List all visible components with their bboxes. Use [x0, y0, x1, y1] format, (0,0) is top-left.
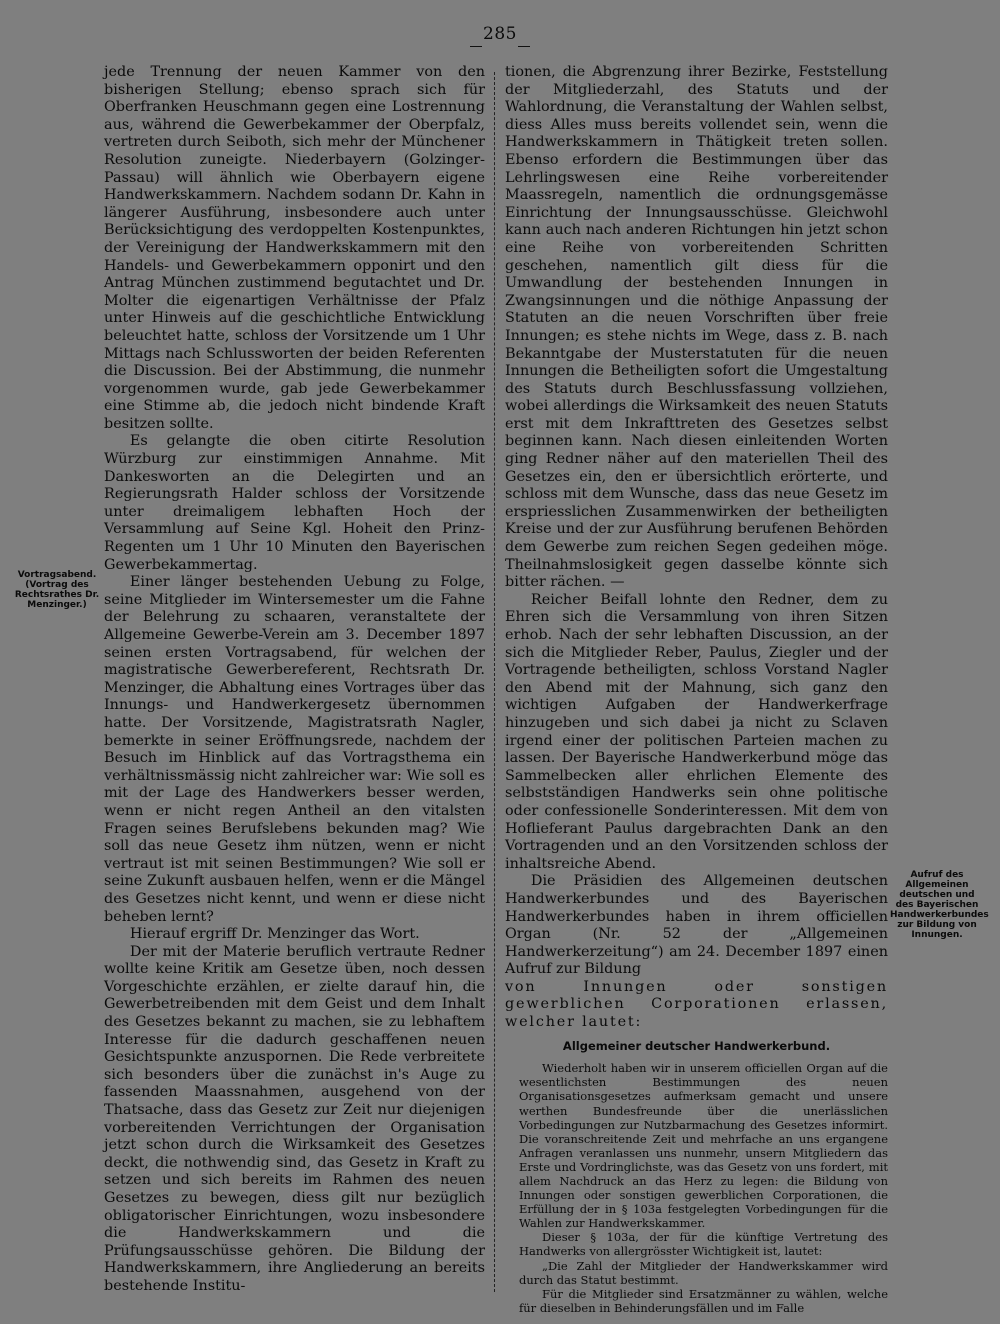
paragraph: Der mit der Materie beruflich vertraute Redner wollte keine Kritik am Gesetze üben, noch dessen Vorgeschichte erzählen, er zielte darauf hin, die Gewerbetreibenden mit dem Geist und dem Inhalt des Gesetzes bekannt zu machen, sie zu lebhaftem Interesse für die dadurch geschaffenen neuen Gesichtspunkte anzuspornen. Die Rede verbreitete sich besonders über die zunächst in's Auge zu fassenden Maassnahmen, ausgehend von der Thatsache, dass das Gesetz zur Zeit nur diejenigen vorbereitenden Verrichtungen der Organisation jetzt schon durch die Wirksamkeit des Gesetzes deckt, die nothwendig sind, das Gesetz in Kraft zu setzen und sich bereits im Rahmen des neuen Gesetzes zu bewegen, diess gilt nur bezüglich obligatorischer Einrichtungen, wozu insbesondere die Handwerkskammern und die Prüfungsausschüsse gehören. Die Bildung der Handwerkskammern, ihre Angliederung an bereits bestehende Institu- [104, 943, 485, 1294]
appeal-paragraph: Für die Mitglieder sind Ersatzmänner zu wählen, welche für dieselben in Behinderungsfällen und im Falle [519, 1286, 888, 1315]
appeal-paragraph: „Die Zahl der Mitglieder der Handwerkskammer wird durch das Statut bestimmt. [519, 1258, 888, 1287]
paragraph: Einer länger bestehenden Uebung zu Folge, seine Mitglieder im Wintersemester um die Fahne der Belehrung zu schaaren, veranstaltete der Allgemeine Gewerbe-Verein am 3. December 1897 seinen ersten Vortragsabend, für welchen der magistratische Gewerbereferent, Rechtsrath Dr. Menzinger, die Abhaltung eines Vortrages über das Innungs- und Handwerkergesetz übernommen hatte. Der Vorsitzende, Magistratsrath Nagler, bemerkte in seiner Eröffnungsrede, nachdem der Besuch im Hinblick auf das Vortragsthema ein verhältnissmässig nicht zahlreicher war: Wie soll es mit der Lage des Handwerkers besser werden, wenn er nicht regen Antheil an den vitalsten Fragen seines Berufslebens bekunden mag? Wie soll das neue Gesetz ihm nützen, wenn er nicht vertraut ist mit seinen Bestimmungen? Wie soll er seine Zukunft ausbauen helfen, wenn er die Mängel des Gesetzes nicht kennt, und wenn er diese nicht beheben lernt? [104, 574, 485, 925]
paragraph: Reicher Beifall lohnte den Redner, dem zu Ehren sich die Versammlung von ihren Sitzen erhob. Nach der sehr lebhaften Discussion, an der sich die Mitglieder Reber, Paulus, Ziegler und der Vortragende betheiligten, schloss Vorstand Nagler den Abend mit der Mahnung, sich ganz den wichtigen Aufgaben der Handwerkerfrage hinzugeben und sich dabei ja nicht zu Sclaven irgend einer der politischen Parteien machen zu lassen. Der Bayerische Handwerkerbund möge das Sammelbecken aller ehrlichen Elemente des selbstständigen Handwerks sein ohne politische oder confessionelle Sonderinteressen. Mit dem von Hoflieferant Paulus dargebrachten Dank an den Vortragenden und an den Vorsitzenden schloss der inhaltsreiche Abend. [505, 591, 888, 872]
page-number: 285 [470, 24, 530, 44]
margin-note-appeal: Aufruf des Allgemeinen deutschen und des Bayerischen Handwerkerbundes zur Bildung von Innungen. [890, 870, 989, 940]
right-column [505, 64, 888, 1315]
appeal-title: Allgemeiner deutscher Handwerkerbund. [562, 1038, 831, 1053]
paragraph: Hierauf ergriff Dr. Menzinger das Wort. [129, 926, 420, 943]
paragraph: jede Trennung der neuen Kammer von den bisherigen Stellung; ebenso sprach sich für Oberfranken Heuschmann gegen eine Lostrennung aus, während die Gewerbekammer der Oberpfalz, vertreten durch Seiboth, sich mehr der Münchener Resolution zuneigte. Niederbayern (Golzinger-Passau) will ähnlich wie Oberbayern eigene Handwerkskammern. Nachdem sodann Dr. Kahn in längerer Ausführung, insbesondere auch unter Berücksichtigung des verdoppelten Kostenpunktes, der Vereinigung der Handwerkskammern mit den Handels- und Gewerbekammern opponirt und den Antrag München zustimmend begutachtet und Dr. Molter die eigenartigen Verhältnisse der Pfalz unter Hinweis auf die geschichtliche Entwicklung beleuchtet hatte, schloss der Vorsitzende um 1 Uhr Mittags nach Schlussworten der beiden Referenten die Discussion. Bei der Abstimmung, die nunmehr vorgenommen wurde, gab jede Gewerbekammer eine Stimme ab, die jedoch nicht bindende Kraft besitzen sollte. [104, 64, 485, 432]
left-column [104, 64, 485, 1296]
paragraph: tionen, die Abgrenzung ihrer Bezirke, Feststellung der Mitgliederzahl, des Statuts und der Wahlordnung, die Veranstaltung der Wahlen selbst, diess Alles muss bereits vollendet sein, wenn die Handwerkskammern in Thätigkeit treten sollen. Ebenso erfordern die Bestimmungen über das Lehrlingswesen eine Reihe vorbereitender Maassregeln, namentlich die ordnungsgemässe Einrichtung der Innungsausschüsse. Gleichwohl kann auch nach anderen Richtungen hin jetzt schon eine Reihe von vorbereitenden Schritten geschehen, namentlich gilt diess für die Umwandlung der bestehenden Innungen in Zwangsinnungen und die nöthige Anpassung der Statuten an die neuen Vorschriften über freie Innungen; es stehe nichts im Wege, dass z. B. nach Bekanntgabe der Musterstatuten für die neuen Innungen die Betheiligten sofort die Umgestaltung des Statuts durch Beschlussfassung vollziehen, wobei allerdings die Wirksamkeit des neuen Statuts erst mit dem Inkrafttreten des Gesetzes selbst beginnen kann. Nach diesen einleitenden Worten ging Redner näher auf den materiellen Theil des Gesetzes ein, den er übersichtlich erörterte, und schloss mit dem Wunsche, dass das neue Gesetz im erspriesslichen Zusammenwirken der betheiligten Kreise und der zur Ausführung berufenen Behörden dem Gewerbe zum reichen Segen gedeihen möge. Theilnahmslosigkeit gegen dasselbe könnte sich bitter rächen. — [505, 64, 888, 591]
paragraph: Es gelangte die oben citirte Resolution Würzburg zur einstimmigen Annahme. Mit Dankesworten an die Delegirten und an Regierungsrath Halder schloss der Vorsitzende unter dreimaligem lebhaften Hoch der Versammlung auf Seine Kgl. Hoheit den Prinz-Regenten um 1 Uhr 10 Minuten den Bayerischen Gewerbekammertag. [104, 433, 485, 573]
column-divider [494, 72, 495, 1292]
appeal-text [519, 1061, 888, 1315]
margin-note-lecture: Vortragsabend. (Vortrag des Rechtsrathes Dr. Menzinger.) [14, 570, 100, 610]
spaced-line: von Innungen oder sonstigen gewerblichen Corporationen erlassen, welcher lautet: [505, 978, 888, 1031]
appeal-paragraph: Dieser § 103a, der für die künftige Vertretung des Handwerks von allergrösster Wichtigkeit ist, lautet: [519, 1230, 888, 1259]
appeal-paragraph: Wiederholt haben wir in unserem officiellen Organ auf die wesentlichsten Bestimmungen des neuen Organisationsgesetzes aufmerksam gemacht und unsere werthen Bundesfreunde über die unerlässlichen Vorbedingungen zur Nutzbarmachung des Gesetzes informirt. Die voranschreitende Zeit und mehrfache an uns ergangene Anfragen veranlassen uns nunmehr, unsern Mitgliedern das Erste und Vordringlichste, was das Gesetz von uns fordert, mit allem Nachdruck an das Herz zu legen: die Bildung von Innungen oder sonstigen gewerblichen Corporationen, die Erfüllung der in § 103a festgelegten Vorbedingungen für die Wahlen zur Handwerkskammer. [519, 1061, 888, 1231]
paragraph: Die Präsidien des Allgemeinen deutschen Handwerkerbundes und des Bayerischen Handwerkerbundes haben in ihrem officiellen Organ (Nr. 52 der „Allgemeinen Handwerkerzeitung“) am 24. December 1897 einen Aufruf zur Bildung [505, 873, 888, 978]
